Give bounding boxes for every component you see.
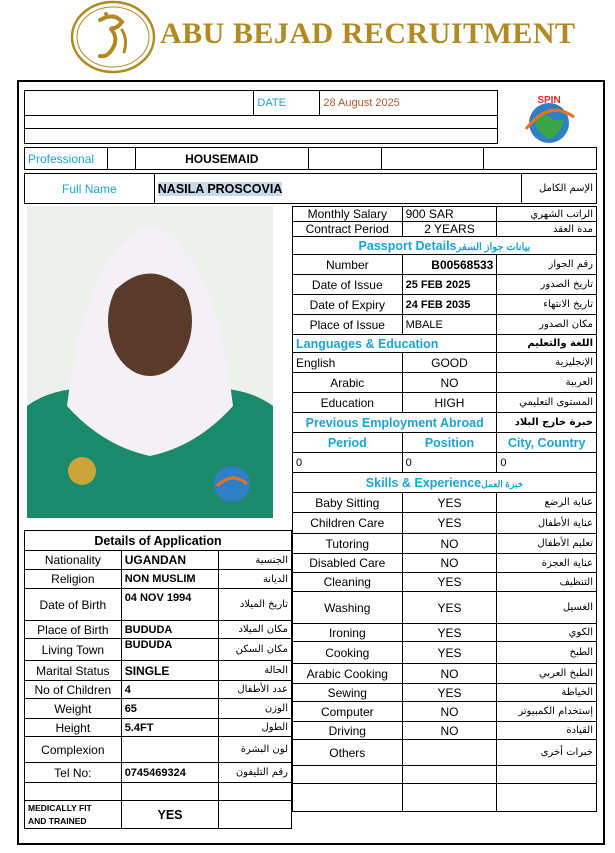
app-label: Place of Birth [25,621,122,639]
skill-value: YES [402,624,497,642]
app-label: Date of Birth [25,589,122,621]
app-value: UGANDAN [121,551,219,570]
app-ar: الطول [219,719,292,737]
employment-col-period: Period [293,433,403,453]
app-ar: لون البشرة [219,737,292,763]
employment-col-city: City, Country [497,433,597,453]
period-label: Contract Period [293,222,403,237]
app-ar: الديانة [219,570,292,589]
period-ar: مدة العقد [497,222,597,237]
language-english-value: GOOD [402,353,497,373]
company-title: ABU BEJAD RECRUITMENT [160,17,576,50]
application-heading: Details of Application [25,531,292,551]
app-ar: مكان الميلاد [219,621,292,639]
skill-ar: عناية الرضع [497,493,597,513]
skill-ar: عناية العجزة [497,554,597,573]
skill-label: Tutoring [293,534,403,554]
employment-heading: Previous Employment Abroad [293,413,497,433]
app-value [121,737,219,763]
full-name-ar: الإسم الكامل [522,174,597,204]
header [0,0,615,75]
app-value: BUDUDA [121,639,219,661]
place-of-issue-ar: مكان الصدور [497,315,597,335]
date-value: 28 August 2025 [320,91,498,116]
skill-ar: خبرات أخرى [497,740,597,766]
issue-date-value: 25 FEB 2025 [402,275,497,295]
employment-city-value: 0 [497,453,597,473]
skill-value: YES [402,592,497,624]
employment-col-position: Position [402,433,497,453]
language-english-ar: الإنجليزية [497,353,597,373]
app-value: BUDUDA [121,621,219,639]
date-label: DATE [254,91,320,116]
place-of-issue-label: Place of Issue [293,315,403,335]
skill-value: YES [402,513,497,534]
skill-label: Cooking [293,642,403,664]
passport-heading: Passport Detailsبيانات جواز السفر [293,237,597,255]
skill-label: Disabled Care [293,554,403,573]
app-value: SINGLE [121,661,219,681]
passport-number-label: Number [293,255,403,275]
skill-ar: التنظيف [497,573,597,592]
app-value: 0745469324 [121,763,219,783]
app-ar: الوزن [219,699,292,719]
skill-label: Computer [293,702,403,722]
issue-date-label: Date of Issue [293,275,403,295]
skill-ar: إستخدام الكمبيوتر [497,702,597,722]
app-label: Weight [25,699,122,719]
skill-value: NO [402,664,497,684]
skill-value: YES [402,573,497,592]
application-table [24,530,292,829]
app-label: Height [25,719,122,737]
education-label: Education [293,393,403,413]
skill-label: Others [293,740,403,766]
language-english-label: English [293,353,403,373]
education-value: HIGH [402,393,497,413]
skill-value: NO [402,534,497,554]
medical-label: MEDICALLY FIT AND TRAINED [25,801,122,829]
passport-number-ar: رقم الجواز [497,255,597,275]
languages-heading: Languages & Education [293,335,497,353]
language-arabic-value: NO [402,373,497,393]
app-ar: عدد الأطفال [219,681,292,699]
skill-ar: الطبخ [497,642,597,664]
skill-ar: القيادة [497,722,597,740]
expiry-date-value: 24 FEB 2035 [402,295,497,315]
skill-value: YES [402,642,497,664]
employment-position-value: 0 [402,453,497,473]
app-ar: رقم التليفون [219,763,292,783]
app-ar: مكان السكن [219,639,292,661]
skill-value: NO [402,702,497,722]
skill-label: Driving [293,722,403,740]
skill-ar: الغسيل [497,592,597,624]
skill-ar: الطبخ العربي [497,664,597,684]
skill-label: Children Care [293,513,403,534]
medical-value: YES [121,801,219,829]
app-label: No of Children [25,681,122,699]
details-right-table [292,206,597,812]
app-value: 4 [121,681,219,699]
skill-ar: الكوي [497,624,597,642]
skill-value: NO [402,554,497,573]
salary-ar: الراتب الشهري [497,207,597,222]
salary-label: Monthly Salary [293,207,403,222]
expiry-date-ar: تاريخ الانتهاء [497,295,597,315]
passport-number-value: B00568533 [402,255,497,275]
app-value: 04 NOV 1994 [121,589,219,621]
employment-heading-ar: خبرة خارج البلاد [497,413,597,433]
expiry-date-label: Date of Expiry [293,295,403,315]
full-name-value: NASILA PROSCOVIA [157,181,283,196]
app-value: NON MUSLIM [121,570,219,589]
skill-ar: عناية الأطفال [497,513,597,534]
skills-heading: Skills & Experienceخبرة العمل [293,473,597,493]
app-label: Living Town [25,639,122,661]
profession-table [24,147,597,170]
skill-label: Baby Sitting [293,493,403,513]
skill-ar: تعليم الأطفال [497,534,597,554]
skill-label: Cleaning [293,573,403,592]
skill-label: Ironing [293,624,403,642]
abu-bejad-logo-icon [70,0,156,74]
professional-value: HOUSEMAID [135,148,308,170]
skill-value: NO [402,722,497,740]
place-of-issue-value: MBALE [402,315,497,335]
app-label: Nationality [25,551,122,570]
language-arabic-ar: العربية [497,373,597,393]
app-value: 65 [121,699,219,719]
skill-ar: الخياطة [497,684,597,702]
issue-date-ar: تاريخ الصدور [497,275,597,295]
app-value: 5.4FT [121,719,219,737]
app-label: Religion [25,570,122,589]
app-label: Marital Status [25,661,122,681]
salary-value: 900 SAR [402,207,497,222]
app-label: Complexion [25,737,122,763]
app-ar: الحالة [219,661,292,681]
app-ar: الجنسية [219,551,292,570]
date-table [24,90,498,144]
full-name-table [24,173,597,204]
employment-period-value: 0 [293,453,403,473]
skill-value: YES [402,684,497,702]
period-value: 2 YEARS [402,222,497,237]
applicant-photo [27,206,273,518]
skill-label: Arabic Cooking [293,664,403,684]
spin-logo-icon [520,93,578,149]
skill-label: Washing [293,592,403,624]
skill-value [402,740,497,766]
professional-label: Professional [25,148,108,170]
skill-label: Sewing [293,684,403,702]
full-name-label: Full Name [25,174,155,204]
language-arabic-label: Arabic [293,373,403,393]
svg-text:SPIN: SPIN [537,95,561,106]
app-ar: تاريخ الميلاد [219,589,292,621]
app-label: Tel No: [25,763,122,783]
languages-heading-ar: اللغة والتعليم [497,335,597,353]
skill-value: YES [402,493,497,513]
education-ar: المستوى التعليمي [497,393,597,413]
